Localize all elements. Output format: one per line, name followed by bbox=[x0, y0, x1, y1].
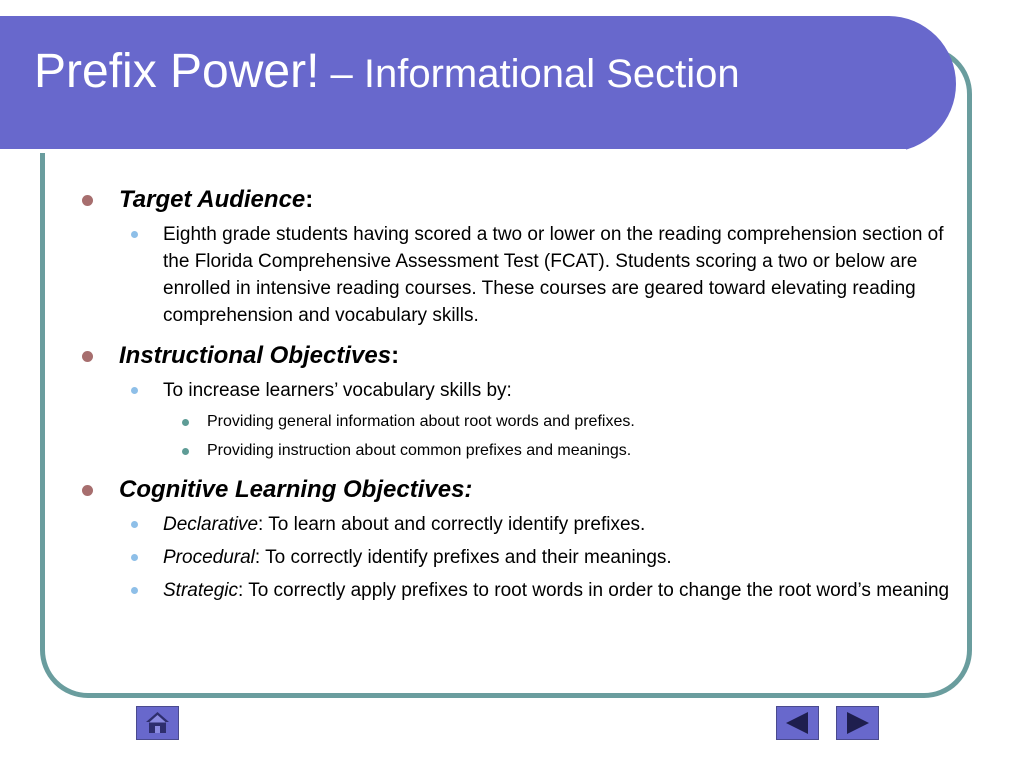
list-item bbox=[119, 221, 960, 329]
home-icon bbox=[137, 707, 178, 739]
bullet-dot-icon bbox=[131, 587, 138, 594]
title-main: Prefix Power! bbox=[34, 45, 320, 98]
sub-item-text: Providing general information about root words and prefixes. bbox=[207, 413, 635, 430]
slide-body bbox=[80, 183, 960, 610]
previous-slide-button[interactable] bbox=[776, 706, 819, 740]
term-declarative: Declarative bbox=[163, 514, 259, 535]
heading-instructional-objectives: Instructional Objectives bbox=[119, 342, 392, 369]
bullet-target-audience bbox=[80, 183, 960, 217]
heading-cognitive-objectives: Cognitive Learning Objectives: bbox=[119, 476, 473, 503]
item-text: : To correctly identify prefixes and their meanings. bbox=[254, 547, 672, 568]
list-item bbox=[119, 377, 960, 404]
bullet-dot-icon bbox=[131, 231, 138, 238]
bullet-dot-icon bbox=[182, 419, 189, 426]
bullet-dot-icon bbox=[131, 387, 138, 394]
bullet-dot-icon bbox=[131, 521, 138, 528]
instructional-objective-text: To increase learners’ vocabulary skills by: bbox=[163, 380, 512, 401]
list-item bbox=[119, 544, 960, 571]
title-underline bbox=[0, 149, 906, 153]
bullet-dot-icon bbox=[182, 448, 189, 455]
heading-target-audience: Target Audience bbox=[119, 186, 306, 213]
triangle-left-icon bbox=[777, 707, 818, 739]
bullet-dot-icon bbox=[131, 554, 138, 561]
item-text: : To correctly apply prefixes to root words in order to change the root word’s meaning bbox=[237, 580, 950, 601]
bullet-cognitive-objectives bbox=[80, 473, 960, 507]
item-text: : To learn about and correctly identify prefixes. bbox=[258, 514, 646, 535]
bullet-dot-icon bbox=[82, 195, 93, 206]
bullet-instructional-objectives bbox=[80, 339, 960, 373]
sub-list-item bbox=[163, 439, 960, 463]
home-button[interactable] bbox=[136, 706, 179, 740]
slide-title bbox=[34, 45, 740, 98]
sub-list-item bbox=[163, 410, 960, 434]
title-subtitle: – Informational Section bbox=[319, 52, 740, 96]
target-audience-text: Eighth grade students having scored a two or lower on the reading comprehension section of the Florida Comprehensive Assessment Test (FCAT). Students scoring a two or below are enrolled in intensive reading courses. These courses are geared toward elevating reading comprehension and vocabulary skills. bbox=[163, 224, 944, 326]
next-slide-button[interactable] bbox=[836, 706, 879, 740]
term-strategic: Strategic bbox=[163, 580, 238, 601]
bullet-dot-icon bbox=[82, 351, 93, 362]
triangle-right-icon bbox=[837, 707, 878, 739]
bullet-dot-icon bbox=[82, 485, 93, 496]
list-item bbox=[119, 577, 960, 604]
sub-item-text: Providing instruction about common prefixes and meanings. bbox=[207, 442, 632, 459]
heading-colon: : bbox=[305, 186, 314, 213]
term-procedural: Procedural bbox=[163, 547, 255, 568]
heading-colon: : bbox=[391, 342, 400, 369]
list-item bbox=[119, 511, 960, 538]
